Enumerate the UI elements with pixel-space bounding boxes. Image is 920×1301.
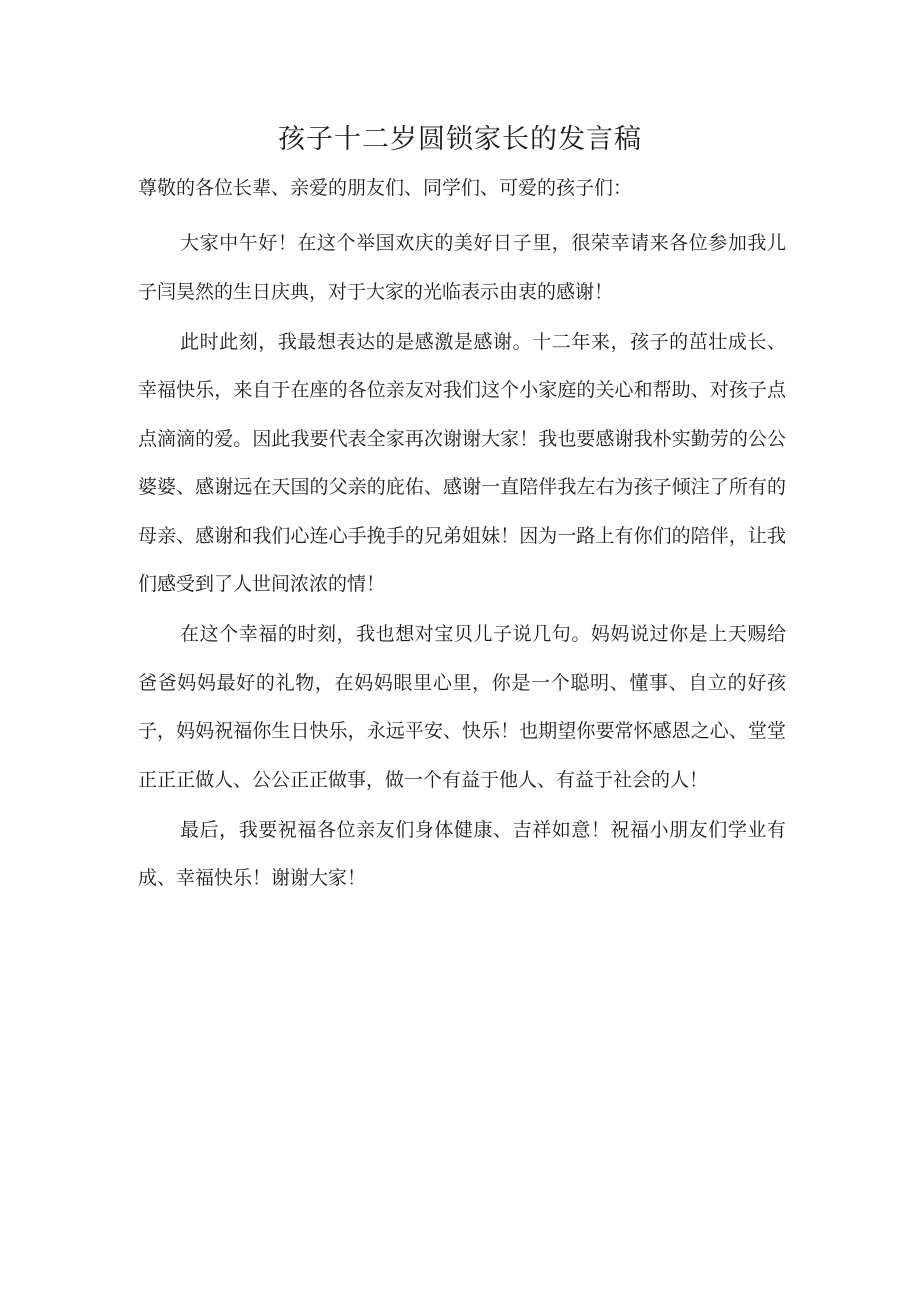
paragraph-closing: 最后，我要祝福各位亲友们身体健康、吉祥如意！祝福小朋友们学业有成、幸福快乐！谢谢大家！	[138, 818, 786, 889]
document-title: 孩子十二岁圆锁家长的发言稿	[278, 124, 642, 155]
paragraph-greeting: 大家中午好！在这个举国欢庆的美好日子里，很荣幸请来各位参加我儿子闫昊然的生日庆典，对于大家的光临表示由衷的感谢！	[138, 232, 786, 303]
document-body	[138, 219, 786, 904]
salutation: 尊敬的各位长辈、亲爱的朋友们、同学们、可爱的孩子们：	[138, 177, 633, 199]
paragraph-gratitude: 此时此刻，我最想表达的是感激是感谢。十二年来，孩子的茁壮成长、幸福快乐，来自于在座的各位亲友对我们这个小家庭的关心和帮助、对孩子点点滴滴的爱。因此我要代表全家再次谢谢大家！我也要感谢我朴实勤劳的公公婆婆、感谢远在天国的父亲的庇佑、感谢一直陪伴我左右为孩子倾注了所有的母亲、感谢和我们心连心手挽手的兄弟姐妹！因为一路上有你们的陪伴，让我们感受到了人世间浓浓的情！	[138, 330, 786, 595]
paragraph-to-son: 在这个幸福的时刻，我也想对宝贝儿子说几句。妈妈说过你是上天赐给爸爸妈妈最好的礼物，在妈妈眼里心里，你是一个聪明、懂事、自立的好孩子，妈妈祝福你生日快乐，永远平安、快乐！也期望你要常怀感恩之心、堂堂正正正做人、公公正正做事，做一个有益于他人、有益于社会的人！	[138, 623, 786, 791]
